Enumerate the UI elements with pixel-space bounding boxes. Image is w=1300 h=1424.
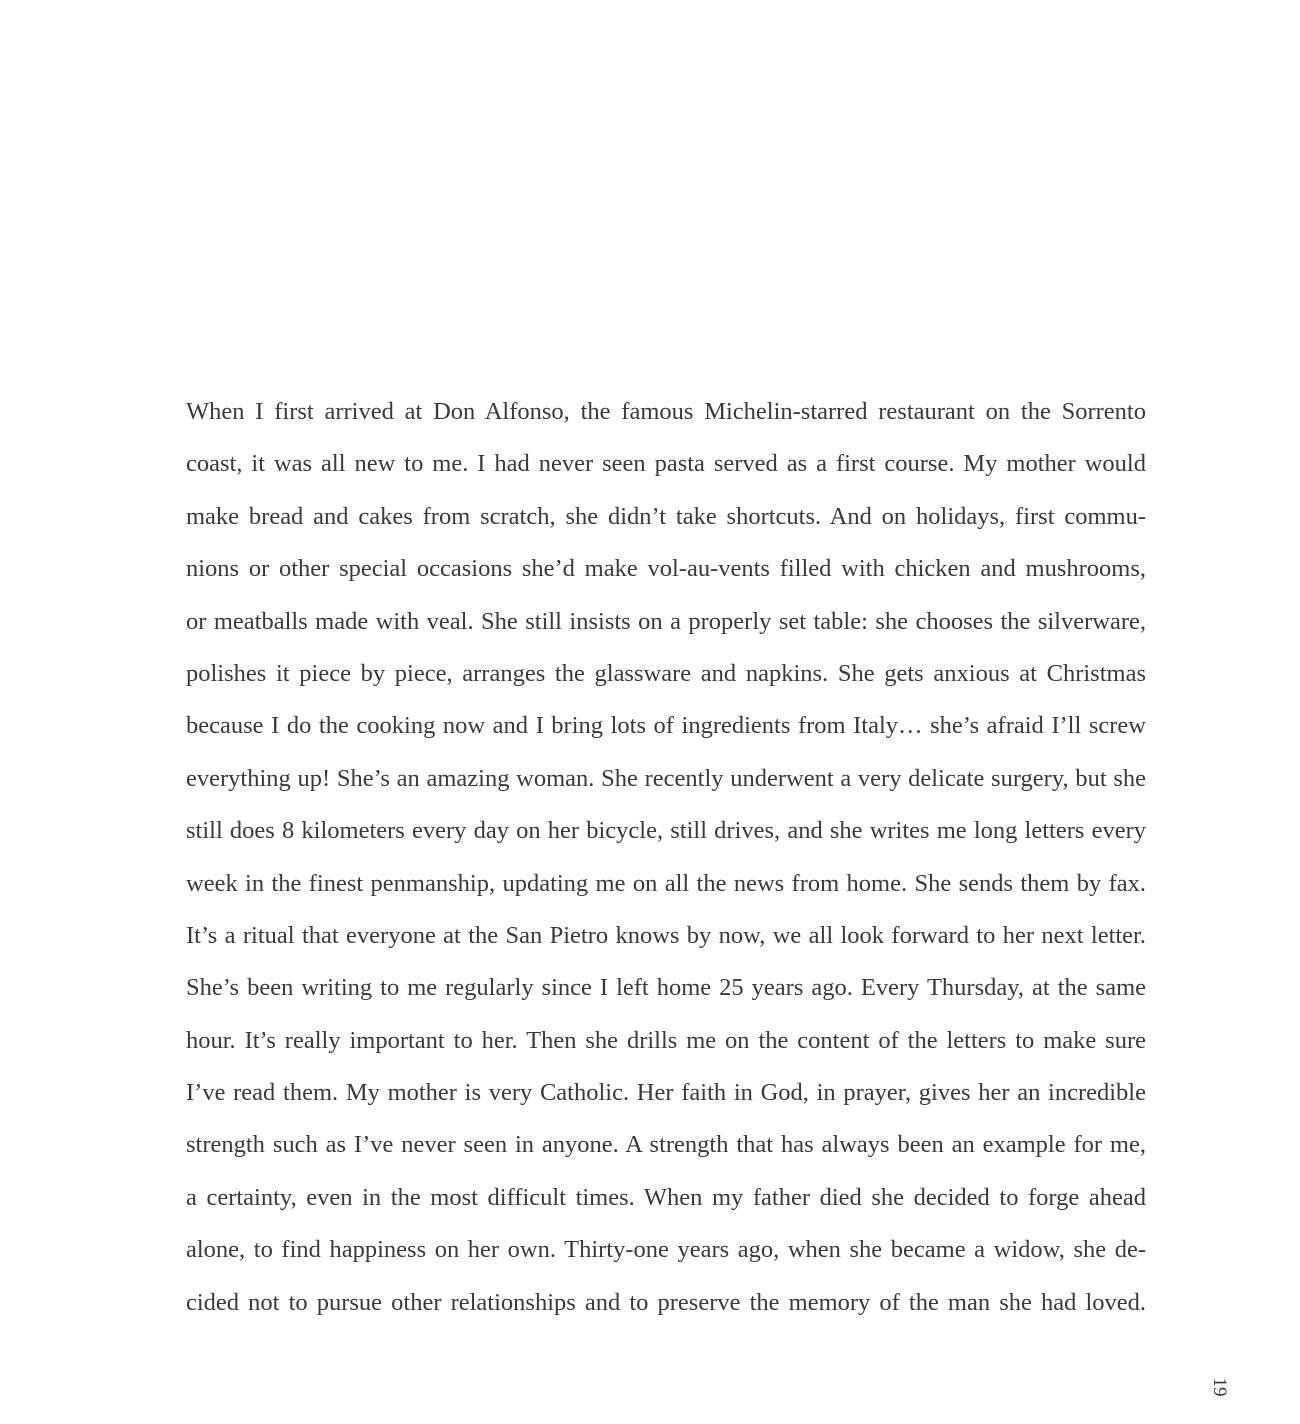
text-line-16: a certainty, even in the most difficult times. When my father died she decided to forge ahead: [186, 1183, 1146, 1211]
text-line-15: strength such as I’ve never seen in anyone. A strength that has always been an example for me,: [186, 1131, 1146, 1159]
text-line-18: cided not to pursue other relationships and to preserve the memory of the man she had loved.: [186, 1288, 1146, 1316]
text-line-14: I’ve read them. My mother is very Catholic. Her faith in God, in prayer, gives her an incredible: [186, 1079, 1146, 1107]
body-paragraph: [186, 386, 1146, 1329]
text-line-10: week in the finest penmanship, updating me on all the news from home. She sends them by fax.: [186, 869, 1146, 897]
text-line-2: coast, it was all new to me. I had never seen pasta served as a first course. My mother would: [186, 450, 1146, 478]
text-line-11: It’s a ritual that everyone at the San Pietro knows by now, we all look forward to her next letter.: [186, 921, 1146, 949]
text-line-13: hour. It’s really important to her. Then she drills me on the content of the letters to make sure: [186, 1026, 1146, 1054]
text-line-5: or meatballs made with veal. She still insists on a properly set table: she chooses the silverware,: [186, 607, 1146, 635]
text-line-17: alone, to find happiness on her own. Thirty-one years ago, when she became a widow, she de-: [186, 1236, 1146, 1264]
text-line-9: still does 8 kilometers every day on her bicycle, still drives, and she writes me long letters every: [186, 817, 1146, 845]
text-line-6: polishes it piece by piece, arranges the glassware and napkins. She gets anxious at Christmas: [186, 659, 1146, 687]
text-line-8: everything up! She’s an amazing woman. She recently underwent a very delicate surgery, but she: [186, 764, 1146, 792]
text-line-4: nions or other special occasions she’d make vol-au-vents filled with chicken and mushrooms,: [186, 555, 1146, 583]
text-line-12: She’s been writing to me regularly since I left home 25 years ago. Every Thursday, at the same: [186, 974, 1146, 1002]
text-line-7: because I do the cooking now and I bring lots of ingredients from Italy… she’s afraid I’ll screw: [186, 712, 1146, 740]
text-line-3: make bread and cakes from scratch, she didn’t take shortcuts. And on holidays, first commu-: [186, 502, 1146, 530]
page-number: 19: [1209, 1377, 1230, 1397]
text-line-1: When I first arrived at Don Alfonso, the famous Michelin-starred restaurant on the Sorrento: [186, 398, 1146, 425]
